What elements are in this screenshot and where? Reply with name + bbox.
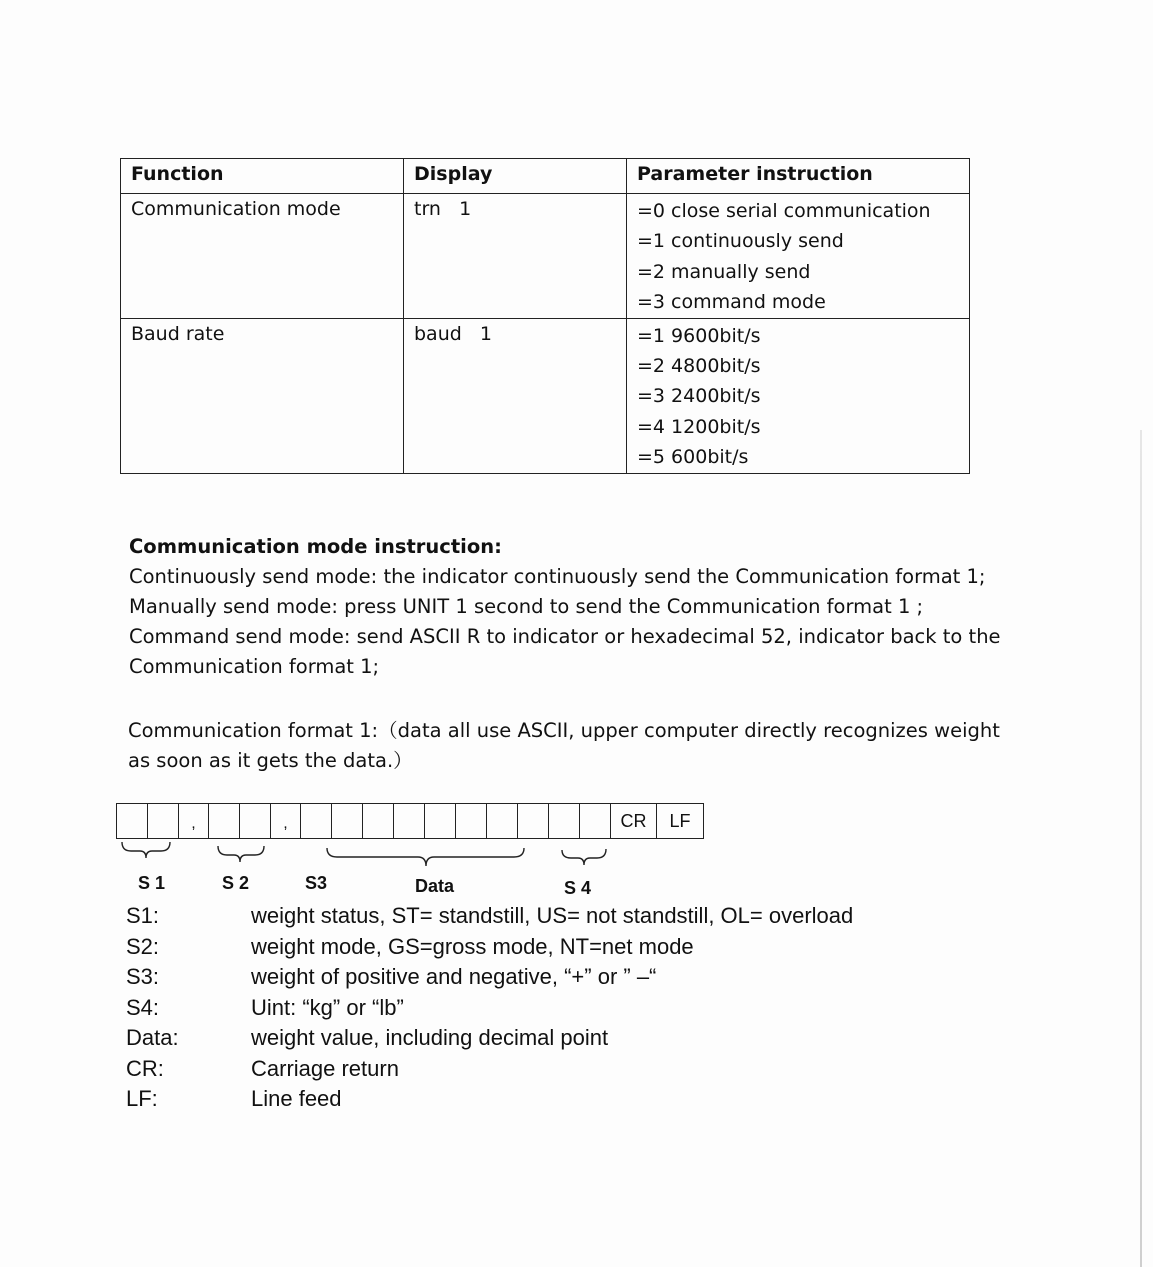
legend-key: S3: [126,964,160,990]
legend-row [126,1084,853,1115]
legend-row [126,962,853,993]
legend-key: S4: [126,994,160,1020]
legend-row [126,1054,853,1085]
legend-row [126,993,853,1024]
legend-description: weight of positive and negative, “+” or ” –“ [251,964,657,990]
brace-s1 [122,842,170,858]
param-line: =3 command mode [637,291,826,314]
instruction-line: Command send mode: send ASCII R to indicator or hexadecimal 52, indicator back to the [129,625,1001,648]
legend-key: LF: [126,1086,158,1112]
brace-data [327,848,524,866]
header-display: Display [404,159,627,194]
legend-description: weight status, ST= standstill, US= not standstill, OL= overload [251,903,854,929]
segment-label-s1: S 1 [138,873,166,893]
param-line: =2 4800bit/s [637,355,761,378]
legend-description: Line feed [251,1086,342,1112]
segment-label-s2: S 2 [222,873,250,893]
legend-row [126,1023,853,1054]
instruction-line: Manually send mode: press UNIT 1 second to send the Communication format 1 ; [129,595,924,618]
param-line: =5 600bit/s [637,446,749,469]
legend-key: CR: [126,1055,164,1081]
cell-function: Communication mode [121,194,404,319]
frame-legend [126,901,853,1115]
instructions-heading: Communication mode instruction: [129,535,502,558]
param-line: =1 9600bit/s [637,324,761,347]
format-note-line: as soon as it gets the data.） [128,749,413,772]
cell-display: baud 1 [404,318,627,473]
legend-key: S2: [126,933,160,959]
segment-label-s3: S3 [305,873,328,893]
brace-s2 [218,846,264,862]
legend-description: weight mode, GS=gross mode, NT=net mode [251,933,694,959]
instruction-line: Continuously send mode: the indicator continuously send the Communication format 1; [129,565,986,588]
cell-function: Baud rate [121,318,404,473]
header-parameter-instruction: Parameter instruction [627,159,970,194]
brace-s4 [562,849,606,865]
segment-label-s4: S 4 [564,878,592,898]
legend-row [126,932,853,963]
legend-key: S1: [126,903,160,929]
param-line: =2 manually send [637,260,811,283]
legend-row [126,901,853,932]
legend-description: Carriage return [251,1055,399,1081]
param-line: =3 2400bit/s [637,385,761,408]
frame-cell-lf: LF [669,810,691,831]
frame-cell-comma: , [271,804,301,838]
format-note-line: Communication format 1:（data all use ASCII, upper computer directly recognizes weight [128,719,1000,742]
legend-description: weight value, including decimal point [251,1025,609,1051]
segment-label-data: Data [415,876,455,896]
header-function: Function [121,159,404,194]
instruction-line: Communication format 1; [129,655,380,678]
param-line: =1 continuously send [637,230,844,253]
frame-cell-comma: , [179,804,209,838]
frame-cell-cr: CR [611,804,657,838]
legend-description: Uint: “kg” or “lb” [251,994,404,1020]
cell-display: trn 1 [404,194,627,319]
param-line: =4 1200bit/s [637,415,761,438]
legend-key: Data: [126,1025,179,1051]
param-line: =0 close serial communication [637,200,931,222]
